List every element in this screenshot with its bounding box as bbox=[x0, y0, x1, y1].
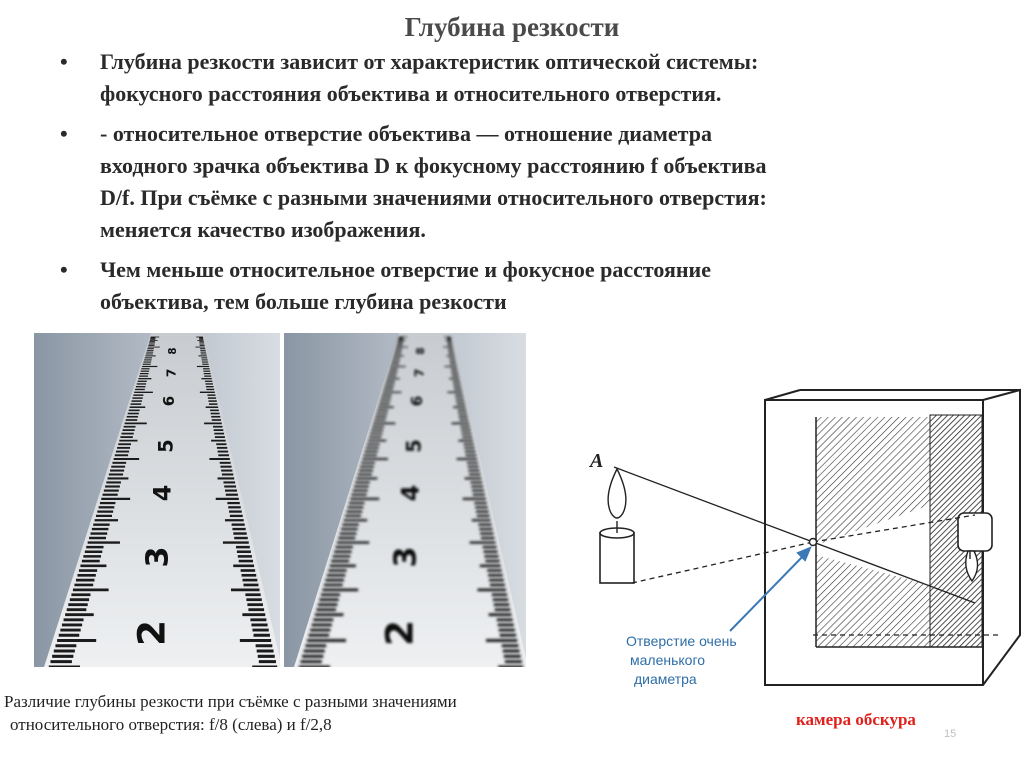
bullet-line: входного зрачка объектива D к фокусному расстоянию f объектива bbox=[100, 153, 767, 178]
bullet-list bbox=[60, 46, 960, 326]
slide-title: Глубина резкости bbox=[404, 12, 620, 42]
ruler-number: 3 bbox=[388, 546, 424, 568]
ruler-number: 7 bbox=[164, 368, 179, 378]
bullet-line: D/f. При съёмке с разными значениями относительного отверстия: bbox=[100, 185, 767, 210]
photo-caption bbox=[4, 690, 457, 736]
ruler-number: 5 bbox=[402, 439, 426, 453]
ruler-number: 5 bbox=[154, 439, 178, 453]
camera-obscura-label: камера обскура bbox=[796, 710, 916, 729]
ruler-number: 6 bbox=[160, 395, 179, 407]
ruler-number: 2 bbox=[377, 619, 422, 647]
ruler-number: 8 bbox=[167, 347, 180, 355]
pointer-arrow bbox=[730, 548, 810, 631]
pinhole-label bbox=[626, 632, 737, 689]
bullet-line: фокусного расстояния объектива и относительного отверстия. bbox=[100, 81, 722, 106]
caption-line: относительного отверстия: f/8 (слева) и f/2,8 bbox=[10, 715, 332, 734]
bullet-item bbox=[60, 118, 960, 246]
bullet-marker: • bbox=[60, 121, 68, 146]
ruler-number: 3 bbox=[140, 546, 176, 568]
bullet-item bbox=[60, 254, 960, 318]
candle bbox=[600, 469, 634, 583]
bullet-marker: • bbox=[60, 257, 68, 282]
bullet-line: Глубина резкости зависит от характеристик оптической системы: bbox=[100, 49, 759, 74]
ruler-number: 7 bbox=[412, 368, 427, 378]
bullet-line: Чем меньше относительное отверстие и фокусное расстояние bbox=[100, 257, 711, 282]
ruler-number: 6 bbox=[408, 395, 427, 407]
ruler-photo-sharp bbox=[34, 333, 280, 667]
pinhole-label-line: диаметра bbox=[634, 671, 697, 687]
page-number: 15 bbox=[944, 728, 957, 740]
bullet-item bbox=[60, 46, 960, 110]
bullet-marker: • bbox=[60, 49, 68, 74]
ruler-number: 4 bbox=[148, 484, 177, 502]
bullet-line: объектива, тем больше глубина резкости bbox=[100, 289, 507, 314]
ruler-number: 8 bbox=[415, 347, 428, 355]
pinhole-label-line: маленького bbox=[630, 652, 706, 668]
caption-line: Различие глубины резкости при съёмке с разными значениями bbox=[4, 692, 457, 711]
front-face-lower bbox=[816, 555, 930, 647]
bullet-line: - относительное отверстие объектива — отношение диаметра bbox=[100, 121, 712, 146]
pinhole-label-line: Отверстие очень bbox=[626, 633, 737, 649]
bullet-line: меняется качество изображения. bbox=[100, 217, 426, 242]
ruler-photo-blurred bbox=[284, 333, 526, 667]
point-label: A bbox=[590, 450, 604, 472]
pinhole bbox=[810, 539, 817, 546]
ruler-number: 2 bbox=[129, 619, 174, 647]
ruler-number: 4 bbox=[396, 484, 425, 502]
